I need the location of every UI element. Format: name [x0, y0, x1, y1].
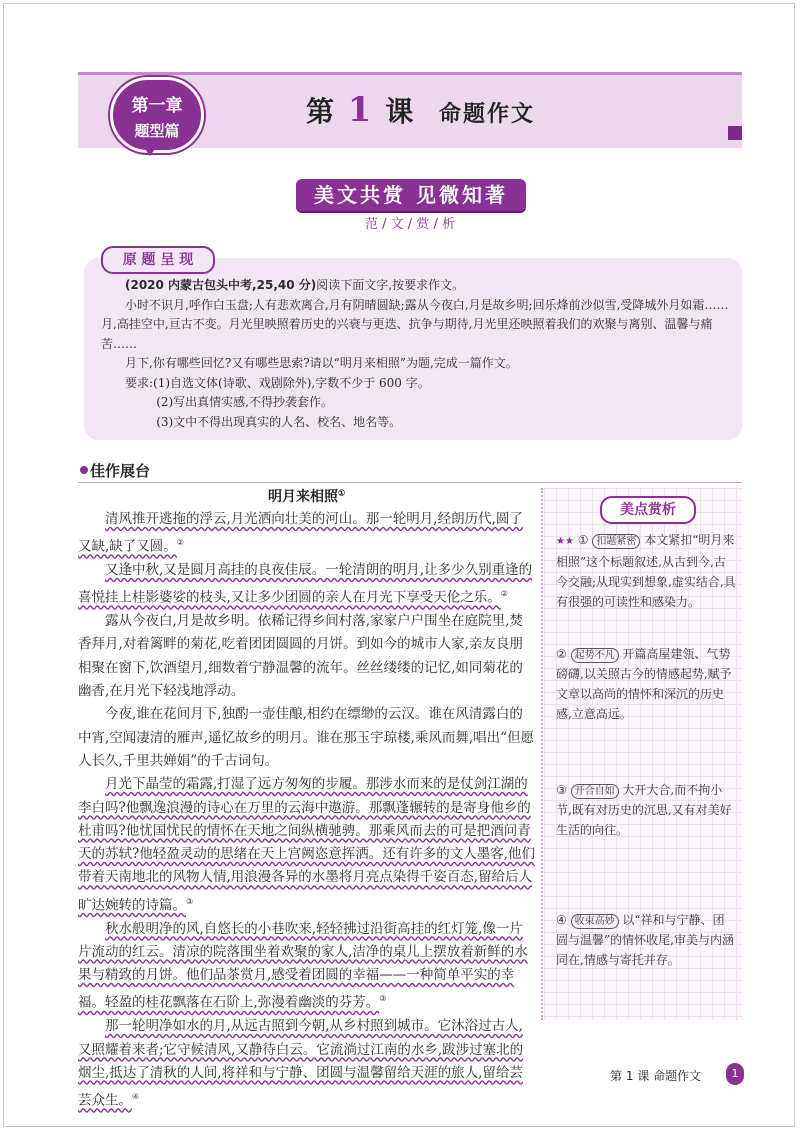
essay-paragraph — [78, 773, 536, 917]
analysis-note-4 — [556, 910, 736, 970]
essay-paragraph — [78, 918, 536, 1016]
question-requirement-3: (3)文中不得出现真实的人名、校名、地名等。 — [156, 414, 402, 429]
note-tag: 收束高妙 — [571, 914, 619, 929]
note-number: ① — [577, 533, 589, 547]
essay-p4: 今夜,谁在花间月下,独酌一壶佳酿,相约在缥缈的云汉。谁在风清露白的中宵,空闻凄清的雁声,遥忆故乡的明月。谁在那玉宇琼楼,乘风而舞,唱出“但愿人长久,千里共婵娟”的千古词句。 — [78, 706, 535, 769]
question-prompt: 月下,你有哪些回忆?又有哪些思索?请以“明月来相照”为题,完成一篇作文。 — [125, 356, 518, 370]
lesson-title — [306, 90, 535, 130]
analysis-note-3 — [556, 780, 736, 840]
lesson-prefix: 第 — [306, 95, 337, 128]
note-tag: 开合自如 — [571, 784, 619, 799]
question-intro: 阅读下面文字,按要求作文。 — [316, 278, 465, 292]
note-number: ② — [556, 647, 567, 661]
analysis-note-1 — [556, 530, 736, 612]
original-question-text — [101, 276, 729, 432]
sidebar-divider — [541, 488, 543, 1020]
note-text: 本文紧扣“明月来相照”这个标题叙述,从古到今,古今交融;从现实到想象,虚实结合,具有很强的可读性和感染力。 — [556, 533, 736, 609]
essay-mark: ③ — [379, 994, 387, 1004]
question-passage: 小时不识月,呼作白玉盘;人有悲欢离合,月有阴晴圆缺;露从今夜白,月是故乡明;回乐烽前沙似雪,受降城外月如霜……月,高挂空中,亘古不变。月光里映照着历史的兴衰与更迭、抗争与期待,月光里还映照着我们的欢聚与离别、温馨与痛苦…… — [101, 297, 729, 351]
essay-p6: 秋水般明净的风,自悠长的小巷吹来,轻轻拂过沿街高挂的红灯笼,像一片片流动的红云。清凉的院落围坐着欢聚的家人,洁净的桌儿上摆放着新鲜的水果与精致的月饼。他们品茶赏月,感受着团圆的幸福——一种简单平实的幸福。轻盈的桂花飘落在石阶上,弥漫着幽淡的芬芳。 — [78, 920, 528, 1011]
original-question-tag: 原 题 呈 现 — [101, 246, 215, 274]
note-number: ④ — [556, 913, 567, 927]
essay-body — [78, 508, 536, 1113]
chapter-badge-tail — [140, 142, 160, 156]
chapter-type-label: 题型篇 — [134, 122, 180, 140]
essay-title-text: 明月来相照 — [268, 489, 338, 505]
star-icon: ★★ — [556, 536, 574, 547]
essay-mark: ② — [500, 589, 508, 599]
lesson-suffix: 课 — [385, 95, 416, 128]
note-tag: 起势不凡 — [571, 648, 619, 663]
essay-p2: 又逢中秋,又是圆月高挂的良夜佳辰。一轮清朗的明月,让多少久别重逢的喜悦挂上桂影婆娑的枝头,又让多少团圆的亲人在月光下享受天伦之乐。 — [78, 562, 533, 606]
essay-mark: ③ — [186, 896, 194, 906]
essay-paragraph — [78, 508, 536, 559]
header-banner-line — [78, 72, 742, 75]
works-label: 佳作展台 — [90, 462, 151, 480]
analysis-note-2 — [556, 644, 736, 724]
sidebar-title: 美点赏析 — [600, 496, 696, 524]
note-text: 以“祥和与宁静、团圆与温馨”的情怀收尾,审美与内涵同在,情感与寄托并存。 — [556, 913, 734, 967]
question-requirement-1: 要求:(1)自选文体(诗歌、戏剧除外),字数不少于 600 字。 — [125, 375, 430, 390]
essay-mark: ④ — [132, 1092, 140, 1102]
essay-p7: 那一轮明净如水的月,从远古照到今朝,从乡村照到城市。它沐浴过古人,又照耀着来者;它守候清风,又静待白云。它流淌过江南的水乡,跋涉过塞北的烟尘,抵达了清秋的人间,将祥和与宁静、团圆与温馨留给天涯的旅人,留给芸芸众生。 — [78, 1018, 524, 1109]
note-text: 开篇高屋建瓴、气势磅礴,以关照古今的情感起势,赋予文章以高尚的情怀和深沉的历史感,立意高远。 — [556, 647, 732, 721]
question-source: (2020 内蒙古包头中考,25,40 分) — [125, 278, 317, 292]
works-divider — [78, 482, 742, 483]
essay-mark: ② — [176, 538, 184, 548]
footer-lesson-label: 第 1 课 命题作文 — [610, 1069, 702, 1083]
section-subtitle: 范 / 文 / 赏 / 析 — [365, 217, 455, 232]
note-text: 大开大合,而不拘小节,既有对历史的沉思,又有对美好生活的向往。 — [556, 783, 732, 837]
section-banner: 美文共赏 见微知著 — [296, 179, 526, 211]
essay-title-mark: ① — [338, 487, 346, 498]
chapter-label: 第一章 — [131, 96, 183, 116]
essay-p3: 露从今夜白,月是故乡明。依稀记得乡间村落,家家户户围坐在庭院里,焚香拜月,对着篱畔的菊花,吃着团团圆圆的月饼。到如今的城市人家,亲友良朋相聚在窗下,饮酒望月,细数着宁静温馨的流年。丝丝缕缕的记忆,如同菊花的幽香,在月光下轻浅地浮动。 — [78, 613, 523, 700]
lesson-topic: 命题作文 — [438, 102, 535, 127]
note-tag: 扣题紧密 — [592, 534, 640, 549]
page-number: 1 — [726, 1063, 744, 1085]
question-requirement-2: (2)写出真情实感,不得抄袭套作。 — [156, 395, 334, 409]
essay-p5: 月光下晶莹的霜露,打湿了远方匆匆的步履。那涉水而来的是仗剑江湖的李白吗?他飘逸浪漫的诗心在万里的云海中遨游。那飘蓬辗转的是寄身他乡的杜甫吗?他忧国忧民的情怀在天地之间纵横驰骋。那乘风而去的可是把酒问青天的苏轼?他轻盈灵动的思绪在天上宫阙恣意挥洒。还有许多的文人墨客,他们带着天南地北的风物人情,用浪漫各异的水墨将月亮点染得千姿百态,留给后人旷达婉转的诗篇。 — [78, 776, 536, 914]
note-number: ③ — [556, 783, 567, 797]
header-banner-tail — [728, 126, 742, 140]
essay-paragraph — [78, 559, 536, 610]
essay-paragraph — [78, 1015, 536, 1113]
lesson-number: 1 — [347, 90, 374, 130]
essay-title — [268, 486, 345, 506]
essay-p1: 清风推开逃拖的浮云,月光洒向壮美的河山。那一轮明月,经朗历代,圆了又缺,缺了又圆。 — [78, 511, 523, 555]
